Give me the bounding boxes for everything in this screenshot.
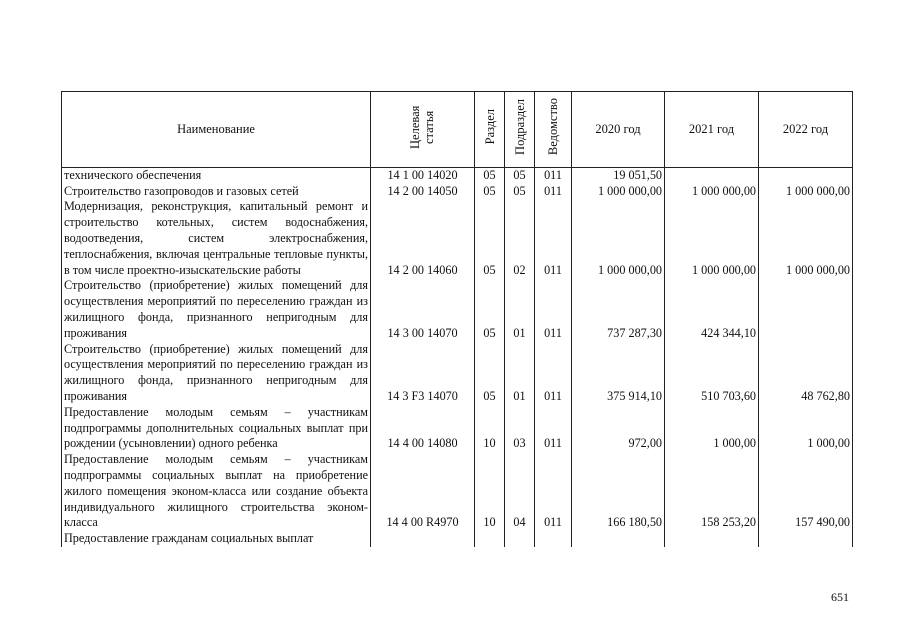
cell-2020	[572, 531, 665, 547]
cell-target	[371, 531, 475, 547]
cell-target: 14 4 00 14080	[371, 405, 475, 452]
table-row	[62, 167, 853, 183]
cell-department: 011	[535, 405, 572, 452]
cell-2022: 1 000 000,00	[759, 199, 853, 278]
cell-2021: 424 344,10	[665, 278, 759, 341]
cell-name: Строительство газопроводов и газовых сетей	[62, 184, 371, 200]
cell-section: 05	[475, 278, 505, 341]
cell-2021	[665, 167, 759, 183]
cell-2022: 1 000 000,00	[759, 184, 853, 200]
cell-target: 14 2 00 14050	[371, 184, 475, 200]
header-section: Раздел	[475, 92, 505, 168]
cell-2021: 510 703,60	[665, 342, 759, 405]
cell-department: 011	[535, 342, 572, 405]
table-row	[62, 184, 853, 200]
cell-name: Предоставление гражданам социальных выплат	[62, 531, 371, 547]
cell-2022	[759, 278, 853, 341]
table-row	[62, 342, 853, 405]
cell-section: 05	[475, 199, 505, 278]
cell-2020: 375 914,10	[572, 342, 665, 405]
page-number: 651	[831, 590, 849, 604]
cell-2021: 158 253,20	[665, 452, 759, 531]
cell-department: 011	[535, 278, 572, 341]
cell-subsection: 02	[505, 199, 535, 278]
cell-target: 14 1 00 14020	[371, 167, 475, 183]
cell-2022: 157 490,00	[759, 452, 853, 531]
cell-2021	[665, 531, 759, 547]
header-2021: 2021 год	[665, 92, 759, 168]
table-row	[62, 278, 853, 341]
header-department: Ведомство	[535, 92, 572, 168]
cell-name: Предоставление молодым семьям – участникам подпрограммы социальных выплат на приобретение жилого помещения эконом-класса или создание объекта индивидуального жилищного строительства эконом-класса	[62, 452, 371, 531]
cell-department: 011	[535, 184, 572, 200]
cell-2021: 1 000,00	[665, 405, 759, 452]
cell-2022	[759, 167, 853, 183]
cell-2020: 972,00	[572, 405, 665, 452]
cell-target: 14 3 F3 14070	[371, 342, 475, 405]
cell-section: 05	[475, 342, 505, 405]
cell-target: 14 3 00 14070	[371, 278, 475, 341]
cell-section: 10	[475, 405, 505, 452]
cell-2021: 1 000 000,00	[665, 199, 759, 278]
cell-subsection: 01	[505, 342, 535, 405]
cell-section	[475, 531, 505, 547]
table-row	[62, 452, 853, 531]
cell-2022	[759, 531, 853, 547]
cell-subsection: 04	[505, 452, 535, 531]
cell-2021: 1 000 000,00	[665, 184, 759, 200]
header-subsection: Подраздел	[505, 92, 535, 168]
cell-2020: 737 287,30	[572, 278, 665, 341]
table-row	[62, 405, 853, 452]
cell-subsection: 03	[505, 405, 535, 452]
header-2022: 2022 год	[759, 92, 853, 168]
cell-2020: 19 051,50	[572, 167, 665, 183]
cell-department	[535, 531, 572, 547]
cell-name: технического обеспечения	[62, 167, 371, 183]
cell-2020: 1 000 000,00	[572, 199, 665, 278]
header-2020: 2020 год	[572, 92, 665, 168]
cell-2020: 166 180,50	[572, 452, 665, 531]
cell-2022: 1 000,00	[759, 405, 853, 452]
cell-department: 011	[535, 167, 572, 183]
cell-target: 14 2 00 14060	[371, 199, 475, 278]
cell-name: Предоставление молодым семьям – участникам подпрограммы дополнительных социальных выплат при рождении (усыновлении) одного ребенка	[62, 405, 371, 452]
header-target: Целевая статья	[371, 92, 475, 168]
table-row	[62, 199, 853, 278]
budget-table	[61, 91, 853, 547]
header-row	[62, 92, 853, 168]
cell-2022: 48 762,80	[759, 342, 853, 405]
cell-name: Строительство (приобретение) жилых помещений для осуществления мероприятий по переселению граждан из жилищного фонда, признанного непригодным для проживания	[62, 342, 371, 405]
cell-department: 011	[535, 199, 572, 278]
cell-section: 05	[475, 167, 505, 183]
cell-subsection: 01	[505, 278, 535, 341]
cell-2020: 1 000 000,00	[572, 184, 665, 200]
cell-target: 14 4 00 R4970	[371, 452, 475, 531]
cell-subsection: 05	[505, 167, 535, 183]
cell-subsection	[505, 531, 535, 547]
cell-name: Модернизация, реконструкция, капитальный ремонт и строительство котельных, систем водоснабжения, водоотведения, систем электроснабжения, теплоснабжения, включая центральные тепловые пункты, в том числе проектно-изыскательские работы	[62, 199, 371, 278]
header-name: Наименование	[62, 92, 371, 168]
table-row	[62, 531, 853, 547]
cell-department: 011	[535, 452, 572, 531]
cell-section: 10	[475, 452, 505, 531]
cell-section: 05	[475, 184, 505, 200]
cell-name: Строительство (приобретение) жилых помещений для осуществления мероприятий по переселению граждан из жилищного фонда, признанного непригодным для проживания	[62, 278, 371, 341]
cell-subsection: 05	[505, 184, 535, 200]
